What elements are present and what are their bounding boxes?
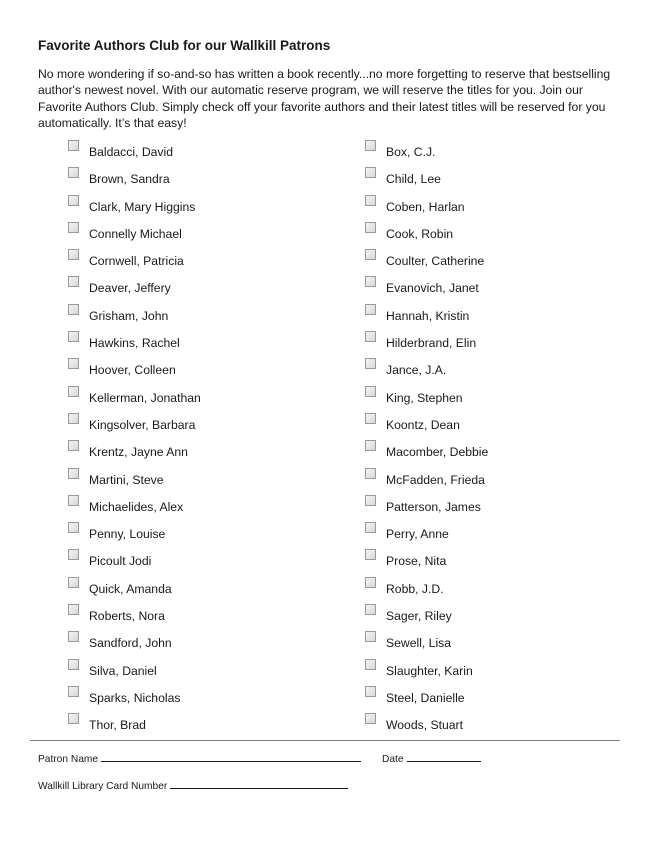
author-checkbox[interactable] [68,659,79,670]
author-row[interactable] [68,466,308,493]
author-row[interactable] [68,438,308,465]
author-row[interactable] [365,411,605,438]
patron-name-label: Patron Name [38,754,99,765]
date-input[interactable] [407,751,481,762]
author-checkbox[interactable] [365,577,376,588]
divider-line [30,740,620,741]
author-checkbox[interactable] [365,686,376,697]
author-row[interactable] [365,657,605,684]
author-name: Picoult Jodi [89,554,152,569]
author-name: McFadden, Frieda [386,472,485,487]
author-name: Hilderbrand, Elin [386,336,477,351]
author-row[interactable] [365,629,605,656]
author-checkbox[interactable] [365,468,376,479]
author-checkbox[interactable] [365,249,376,260]
author-row[interactable] [365,520,605,547]
author-row[interactable] [68,193,308,220]
author-checkbox[interactable] [68,713,79,724]
author-checkbox[interactable] [365,222,376,233]
author-checkbox[interactable] [365,713,376,724]
author-name: Woods, Stuart [386,718,463,733]
author-row[interactable] [68,165,308,192]
author-name: Sandford, John [89,636,172,651]
author-row[interactable] [365,193,605,220]
author-row[interactable] [365,138,605,165]
author-checkbox[interactable] [365,331,376,342]
author-row[interactable] [365,711,605,738]
author-row[interactable] [68,384,308,411]
author-checkbox[interactable] [68,468,79,479]
author-list-left [68,138,308,739]
author-name: Kingsolver, Barbara [89,417,196,432]
author-row[interactable] [365,466,605,493]
author-name: Hawkins, Rachel [89,336,180,351]
author-name: Kellerman, Jonathan [89,390,201,405]
author-row[interactable] [365,220,605,247]
author-checkbox[interactable] [365,495,376,506]
author-checkbox[interactable] [68,331,79,342]
author-name: Sager, Riley [386,609,452,624]
author-checkbox[interactable] [365,276,376,287]
card-number-label: Wallkill Library Card Number [38,781,168,792]
author-checkbox[interactable] [365,140,376,151]
author-name: Coulter, Catherine [386,254,485,269]
author-row[interactable] [365,575,605,602]
author-name: Deaver, Jeffery [89,281,171,296]
author-checkbox[interactable] [365,631,376,642]
author-row[interactable] [68,329,308,356]
author-row[interactable] [68,657,308,684]
author-name: Hoover, Colleen [89,363,176,378]
author-checkbox[interactable] [365,167,376,178]
author-name: Child, Lee [386,172,441,187]
author-name: Clark, Mary Higgins [89,199,196,214]
author-checkbox[interactable] [68,222,79,233]
author-checkbox[interactable] [68,495,79,506]
card-number-input[interactable] [170,778,348,789]
author-name: King, Stephen [386,390,463,405]
author-row[interactable] [365,438,605,465]
author-list-right [365,138,605,739]
author-row[interactable] [68,684,308,711]
author-row[interactable] [68,411,308,438]
author-row[interactable] [365,493,605,520]
author-row[interactable] [68,493,308,520]
author-name: Grisham, John [89,308,169,323]
author-row[interactable] [365,684,605,711]
author-name: Penny, Louise [89,527,166,542]
author-name: Box, C.J. [386,145,436,159]
author-checkbox[interactable] [68,522,79,533]
author-checkbox[interactable] [365,604,376,615]
author-name: Michaelides, Alex [89,499,184,514]
author-name: Sewell, Lisa [386,636,452,651]
author-checkbox[interactable] [68,577,79,588]
author-row[interactable] [68,520,308,547]
author-name: Prose, Nita [386,554,447,569]
author-name: Patterson, James [386,499,481,514]
author-row[interactable] [68,138,308,165]
author-row[interactable] [68,356,308,383]
author-name: Steel, Danielle [386,690,465,705]
author-checkbox[interactable] [68,686,79,697]
author-name: Krentz, Jayne Ann [89,445,188,460]
author-row[interactable] [68,274,308,301]
author-checkbox[interactable] [68,604,79,615]
author-row[interactable] [68,247,308,274]
author-name: Sparks, Nicholas [89,690,181,705]
author-checkbox[interactable] [365,440,376,451]
author-name: Robb, J.D. [386,581,444,596]
author-row[interactable] [365,602,605,629]
author-row[interactable] [68,302,308,329]
author-name: Evanovich, Janet [386,281,479,296]
intro-paragraph: No more wondering if so-and-so has written a book recently...no more forgetting to reserve that bestselling author's newest novel. With our automatic reserve program, we will reserve the titles for you. Join our Favorite Authors Club. Simply check off your favorite authors and their latest titles will be reserved for you automatically. It’s that easy! [38,67,611,131]
author-name: Martini, Steve [89,472,164,487]
author-checkbox[interactable] [365,413,376,424]
author-checkbox[interactable] [365,195,376,206]
author-checkbox[interactable] [365,304,376,315]
author-checkbox[interactable] [365,549,376,560]
author-name: Koontz, Dean [386,417,460,432]
author-checkbox[interactable] [68,304,79,315]
author-row[interactable] [365,302,605,329]
author-row[interactable] [365,247,605,274]
author-name: Cornwell, Patricia [89,254,184,269]
author-row[interactable] [68,547,308,574]
author-row[interactable] [68,711,308,738]
author-checkbox[interactable] [365,522,376,533]
author-checkbox[interactable] [365,386,376,397]
author-name: Connelly Michael [89,226,182,241]
author-checkbox[interactable] [68,195,79,206]
author-checkbox[interactable] [68,440,79,451]
patron-name-input[interactable] [101,751,361,762]
date-field[interactable] [382,751,481,765]
author-checkbox[interactable] [68,413,79,424]
author-row[interactable] [68,602,308,629]
author-name: Baldacci, David [89,145,173,159]
author-name: Hannah, Kristin [386,308,470,323]
author-row[interactable] [365,165,605,192]
author-row[interactable] [68,220,308,247]
author-checkbox[interactable] [68,358,79,369]
author-row[interactable] [365,356,605,383]
author-name: Jance, J.A. [386,363,447,378]
author-name: Slaughter, Karin [386,663,473,678]
author-name: Perry, Anne [386,527,449,542]
author-checkbox[interactable] [68,549,79,560]
author-checkbox[interactable] [365,659,376,670]
author-name: Roberts, Nora [89,609,165,624]
author-checkbox[interactable] [68,386,79,397]
author-row[interactable] [68,575,308,602]
author-checkbox[interactable] [365,358,376,369]
author-row[interactable] [365,547,605,574]
author-row[interactable] [365,384,605,411]
card-number-field[interactable] [38,778,348,792]
author-name: Silva, Daniel [89,663,157,678]
page-title: Favorite Authors Club for our Wallkill Patrons [38,38,331,53]
author-row[interactable] [365,274,605,301]
author-name: Coben, Harlan [386,199,465,214]
author-row[interactable] [365,329,605,356]
patron-name-field[interactable] [38,751,361,765]
author-name: Thor, Brad [89,718,146,733]
author-checkbox[interactable] [68,276,79,287]
author-row[interactable] [68,629,308,656]
author-name: Macomber, Debbie [386,445,489,460]
author-checkbox[interactable] [68,631,79,642]
author-name: Cook, Robin [386,226,454,241]
date-label: Date [382,754,404,765]
author-checkbox[interactable] [68,249,79,260]
author-name: Quick, Amanda [89,581,172,596]
author-checkbox[interactable] [68,140,79,151]
author-checkbox[interactable] [68,167,79,178]
author-name: Brown, Sandra [89,172,170,187]
